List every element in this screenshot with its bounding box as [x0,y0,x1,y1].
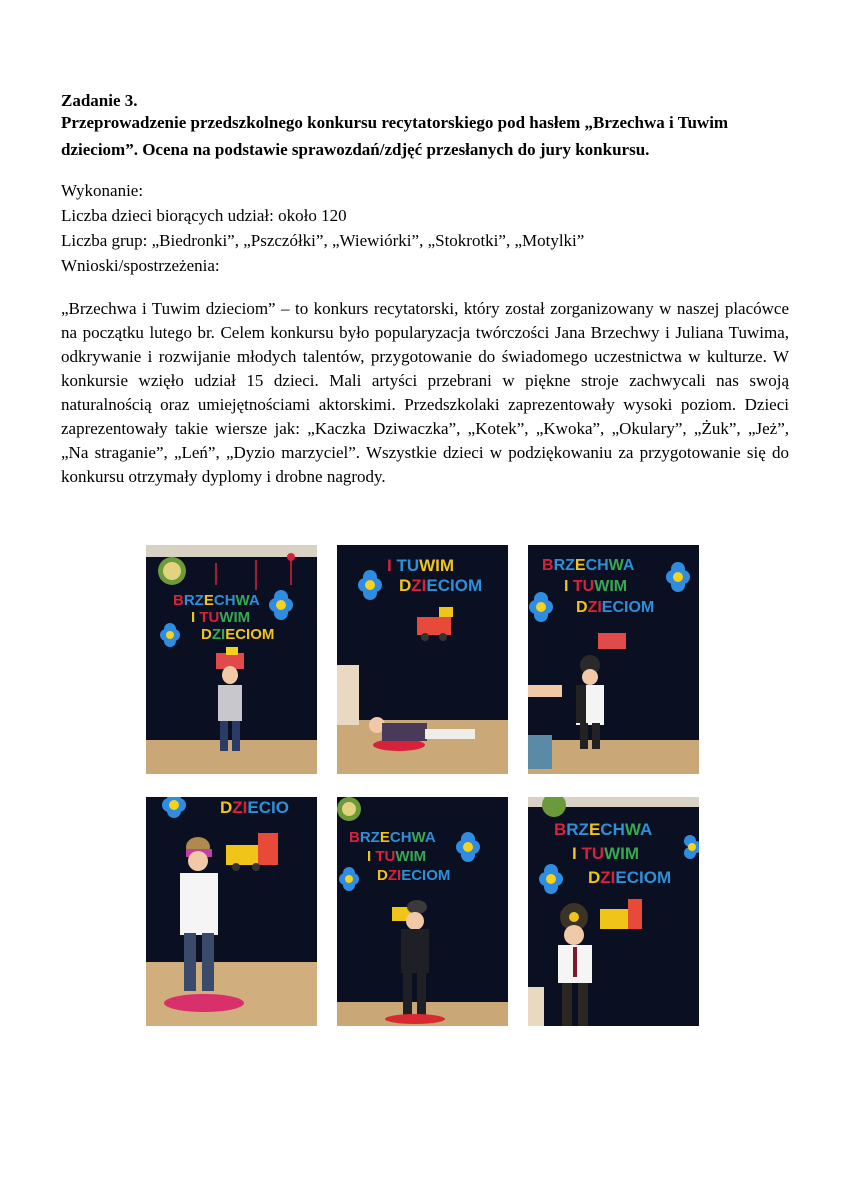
photo-recitation-5 [337,797,508,1026]
groups-list: Liczba grup: „Biedronki”, „Pszczółki”, „Wiewiórki”, „Stokrotki”, „Motylki” [61,231,585,250]
sign-word: DZIECIOM [588,868,672,887]
photo-recitation-4 [146,797,317,1026]
sign-word: DZIECIOM [201,626,275,643]
sign-word: BRZECHWA [173,592,260,609]
sign-word: DZIECIOM [377,867,451,884]
task-subheading: Przeprowadzenie przedszkolnego konkursu recytatorskiego pod hasłem „Brzechwa i Tuwim dzieciom”. Ocena na podstawie sprawozdań/zdjęć przesłanych do jury konkursu. [61,113,729,159]
sign-word: I TUWIM [564,578,628,595]
photo-recitation-3 [528,545,699,774]
sign-word: BRZECHWA [349,829,436,846]
report-paragraph: „Brzechwa i Tuwim dzieciom” – to konkurs recytatorski, który został zorganizowany w naszej placówce na początku lutego br. Celem konkursu było popularyzacja twórczości Jana Brzechwy i Juliana Tuwima, odkrywanie i rozwijanie młodych talentów, przygotowanie do świadomego uczestnictwa w kulturze. W konkursie wzięło udział 15 dzieci. Mali artyści przebrani w piękne stroje zachwycali nas swoją naturalnością oraz umiejętnościami aktorskimi. Przedszkolaki zaprezentowały wysoki poziom. Dzieci zaprezentowały takie wiersze jak: „Kaczka Dziwaczka”, „Kotek”, „Kwoka”, „Okulary”, „Żuk”, „Jeż”, „Na straganie”, „Leń”, „Dyzio marzyciel”. Wszystkie dzieci w podziękowaniu za przygotowanie się do konkursu otrzymały dyplomy i drobne nagrody. [61,299,789,486]
sign-word: I TUWIM [387,556,455,575]
sign-word: DZIECIO [220,798,289,817]
sign-word: I TUWIM [367,848,427,865]
sign-word: BRZECHWA [554,820,653,839]
sign-word: DZIECIOM [399,576,483,595]
sign-word: DZIECIOM [576,599,655,616]
sign-word: I TUWIM [191,609,251,626]
photo-recitation-6 [528,797,699,1026]
sign-word: BRZECHWA [542,557,635,574]
conclusions-label: Wnioski/spostrzeżenia: [61,256,220,275]
sign-word: I TUWIM [572,844,640,863]
children-count: Liczba dzieci biorących udział: około 120 [61,206,347,225]
photo-recitation-2 [337,545,508,774]
photo-gallery [146,545,699,1027]
task-heading: Zadanie 3. [61,91,138,110]
photo-recitation-1 [146,545,317,774]
execution-label: Wykonanie: [61,181,144,200]
